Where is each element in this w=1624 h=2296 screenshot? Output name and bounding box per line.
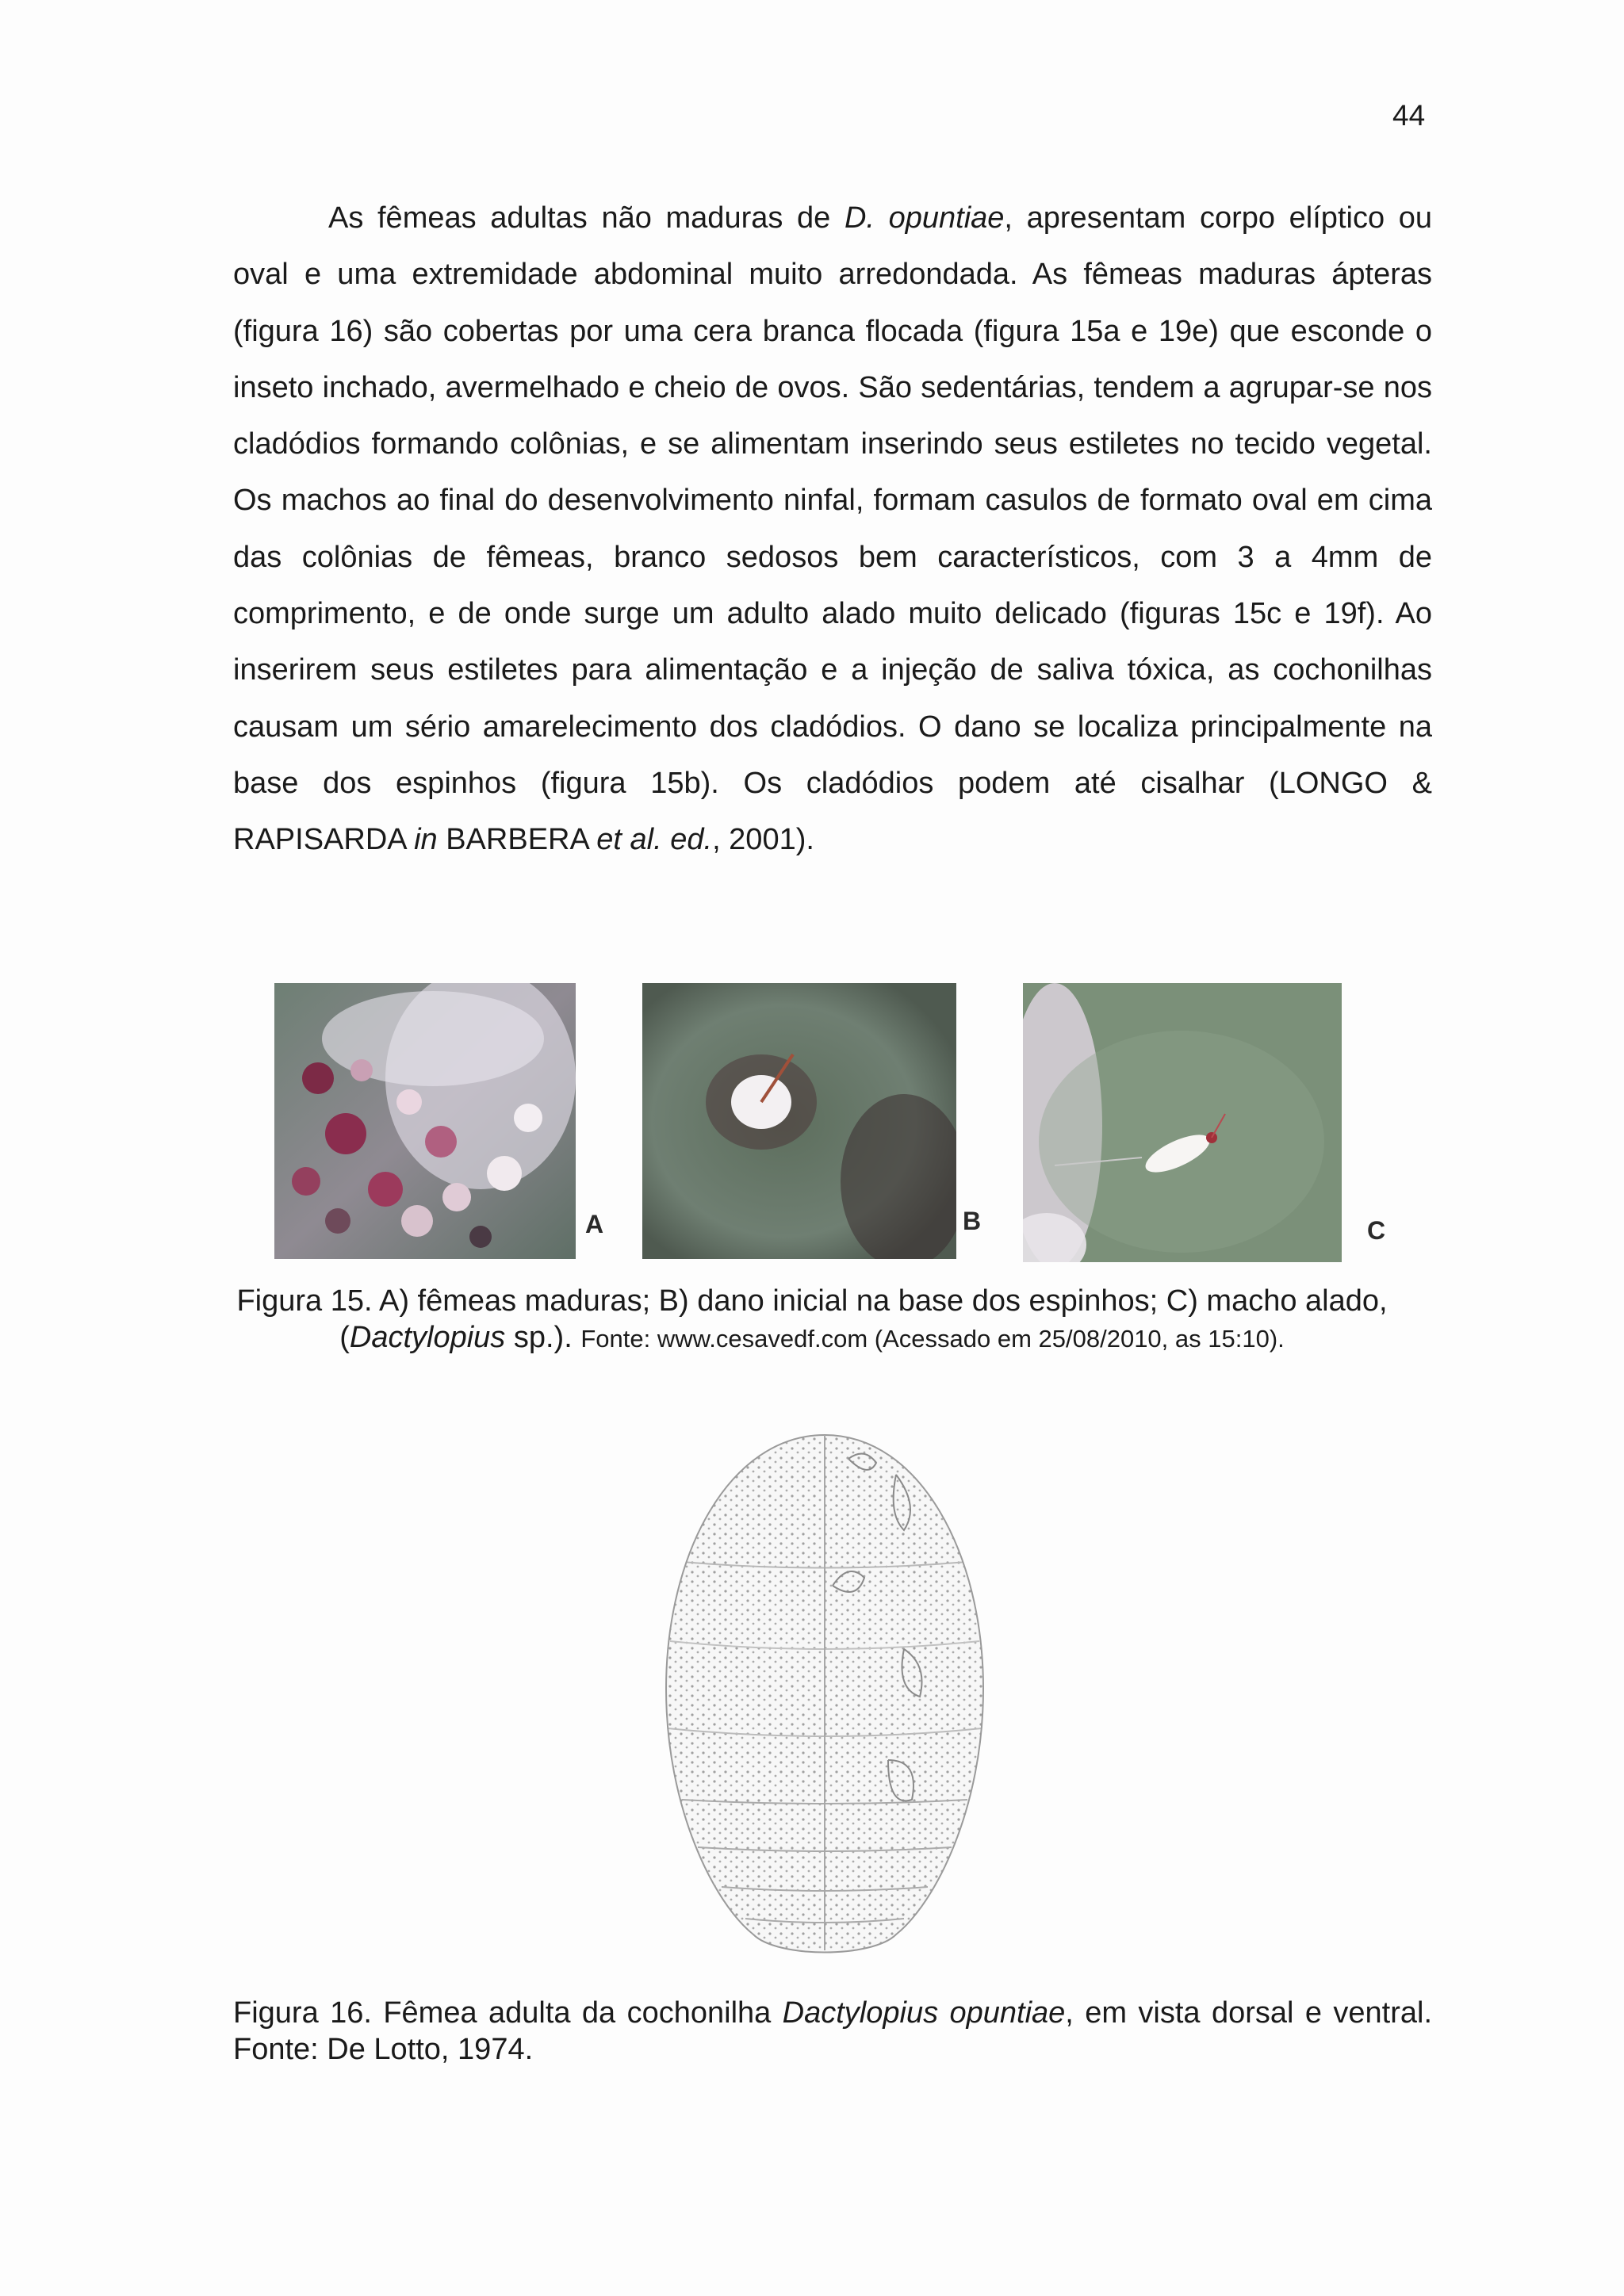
figure15-caption-italic: Dactylopius bbox=[349, 1321, 506, 1354]
figure15-caption bbox=[206, 1283, 1418, 1357]
body-paragraph bbox=[233, 190, 1432, 869]
figure15-photo-a bbox=[274, 983, 576, 1259]
para-text-2: , apresentam corpo elíptico ou oval e uma extremidade abdominal muito arredondada. As fêmeas maduras ápteras (figura 16) são cobertas por uma cera branca flocada (figura 15a e 19e) que esconde o inseto inchado, avermelhado e cheio de ovos. São sedentárias, tendem a agrupar-se nos cladódios formando colônias, e se alimentam inserindo seus estiletes no tecido vegetal. Os machos ao final do desenvolvimento ninfal, formam casulos de formato oval em cima das colônias de fêmeas, branco sedosos bem característicos, com 3 a 4mm de comprimento, e de onde surge um adulto alado muito delicado (figuras 15c e 19f). Ao inserirem seus estiletes para alimentação e a injeção de saliva tóxica, as cochonilhas causam um sério amarelecimento dos cladódios. O dano se localiza principalmente na base dos espinhos (figura 15b). Os cladódios podem até cisalhar (LONGO & RAPISARDA bbox=[233, 201, 1432, 857]
figure16-caption-italic: Dactylopius opuntiae bbox=[782, 1996, 1066, 2030]
para-text-1: As fêmeas adultas não maduras de bbox=[328, 201, 845, 235]
para-italic-species: D. opuntiae bbox=[844, 201, 1005, 235]
figure15-label-a: A bbox=[585, 1210, 604, 1238]
figure16-drawing bbox=[634, 1427, 1015, 1982]
figure16-caption-text-1: Figura 16. Fêmea adulta da cochonilha bbox=[233, 1996, 783, 2030]
figure16-caption-text-2: , em vista dorsal e ventral. Fonte: De Lotto, 1974. bbox=[233, 1996, 1433, 2066]
figure15-label-b: B bbox=[963, 1207, 982, 1235]
figure15-caption-text-2: sp.). bbox=[505, 1321, 581, 1354]
page-number: 44 bbox=[1392, 99, 1426, 132]
figure16-caption bbox=[233, 1995, 1432, 2068]
figure15-label-c: C bbox=[1367, 1216, 1386, 1245]
figure15-photo-c bbox=[1023, 983, 1342, 1262]
figure15-photo-b bbox=[642, 983, 956, 1259]
para-text-4: , 2001). bbox=[712, 823, 814, 857]
para-italic-etal: et al. ed. bbox=[596, 823, 713, 857]
figure15-caption-source: Fonte: www.cesavedf.com (Acessado em 25/08/2010, as 15:10). bbox=[580, 1325, 1285, 1353]
figure15-caption-text-1: Figura 15. A) fêmeas maduras; B) dano inicial na base dos espinhos; C) macho alado, ( bbox=[236, 1284, 1388, 1354]
para-italic-in: in bbox=[414, 823, 438, 857]
para-text-3: BARBERA bbox=[437, 823, 597, 857]
